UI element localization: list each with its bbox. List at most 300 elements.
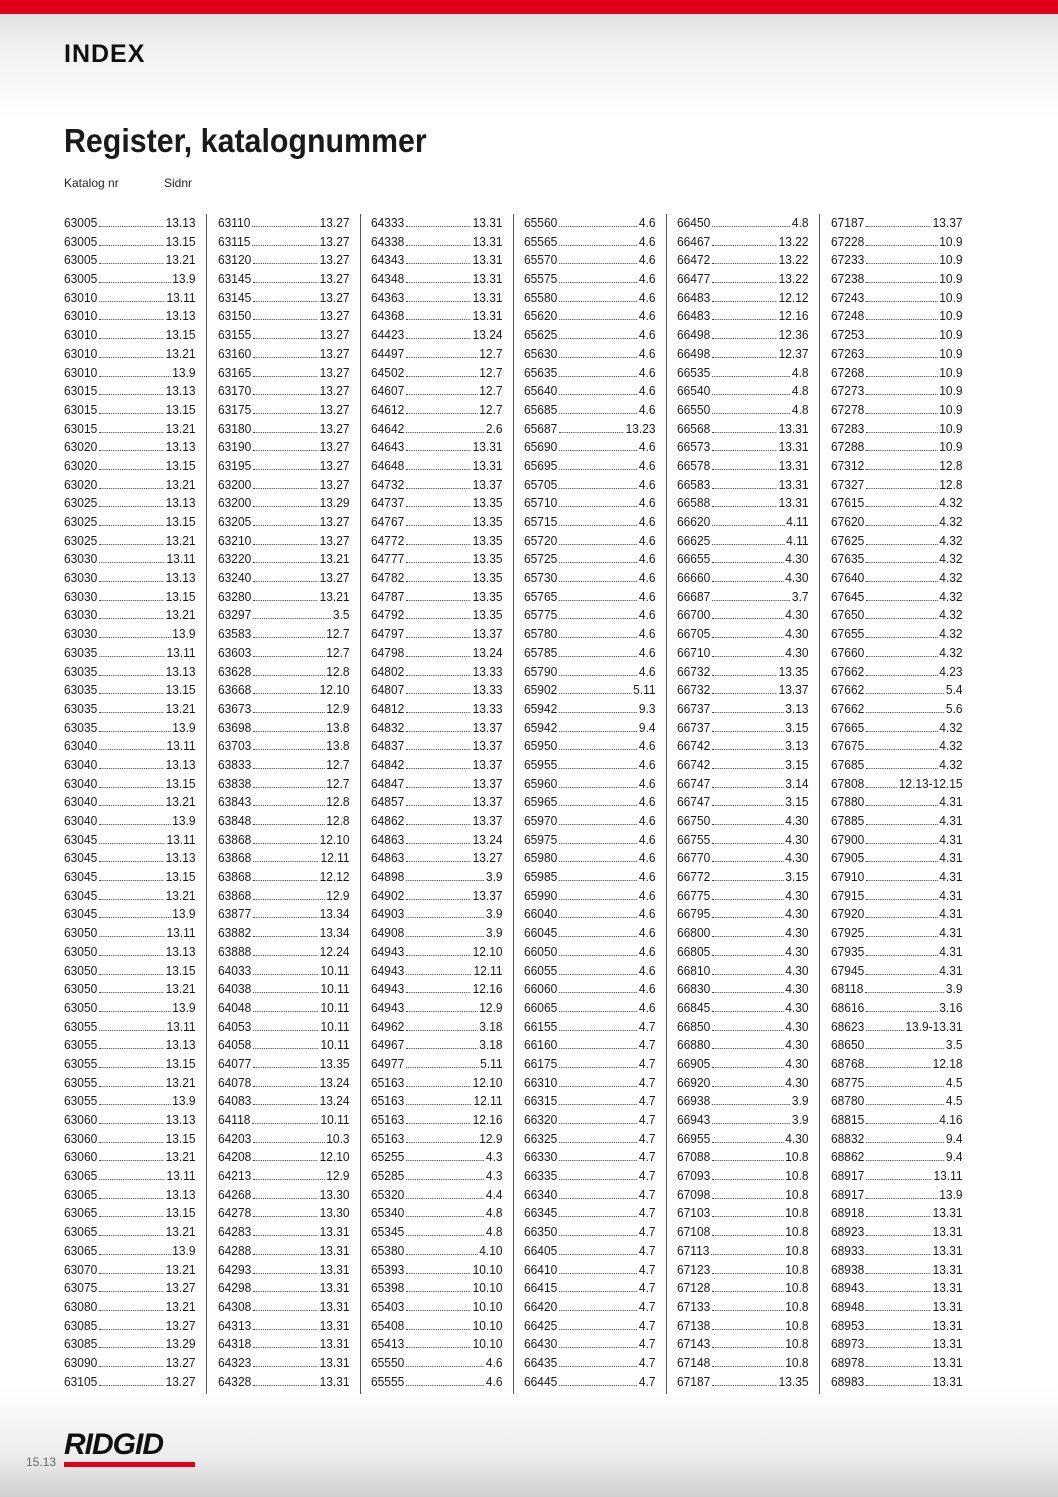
page-reference: 10.9 <box>939 252 963 268</box>
catalog-number: 63010 <box>64 327 98 343</box>
dot-leader <box>406 570 471 582</box>
catalog-number: 67113 <box>677 1242 710 1258</box>
dot-leader <box>712 757 783 769</box>
dot-leader <box>712 1075 783 1087</box>
catalog-number: 65785 <box>524 644 558 660</box>
dot-leader <box>559 1131 637 1143</box>
page-reference: 4.31 <box>939 831 963 847</box>
page-reference: 4.32 <box>939 570 963 586</box>
dot-leader <box>712 869 783 881</box>
page-reference: 10.9 <box>939 364 963 380</box>
catalog-number: 63050 <box>64 925 98 941</box>
dot-leader <box>253 944 318 956</box>
dot-leader <box>406 439 471 451</box>
page-reference: 10.11 <box>320 1112 350 1127</box>
page-reference: 13.29 <box>165 1336 196 1352</box>
catalog-number: 67103 <box>677 1205 711 1221</box>
page-reference: 13.31 <box>319 1354 350 1370</box>
page-reference: 13.37 <box>472 756 503 772</box>
index-entry <box>831 382 963 401</box>
index-entry <box>218 887 350 906</box>
catalog-number: 66578 <box>677 457 711 473</box>
dot-leader <box>406 252 471 264</box>
page-reference: 3.18 <box>479 1037 503 1053</box>
dot-leader <box>866 701 944 713</box>
catalog-number: 64862 <box>371 813 405 828</box>
dot-leader <box>866 645 937 657</box>
dot-leader <box>866 720 937 732</box>
index-entry <box>677 924 809 943</box>
page-reference: 13.21 <box>165 1074 196 1090</box>
catalog-number: 63668 <box>218 682 252 698</box>
dot-leader <box>712 365 790 377</box>
page-reference: 4.6 <box>638 495 656 511</box>
catalog-number: 66405 <box>524 1242 558 1258</box>
index-entry <box>218 756 350 775</box>
dot-leader <box>99 1318 164 1330</box>
catalog-number: 65942 <box>524 700 558 716</box>
dot-leader <box>866 1299 931 1311</box>
page-reference: 13.27 <box>165 1354 196 1370</box>
catalog-number: 64053 <box>218 1018 252 1034</box>
page-reference: 4.30 <box>785 813 809 828</box>
index-entry <box>371 681 503 700</box>
index-entry <box>218 1261 350 1280</box>
page-reference: 13.31 <box>778 439 809 455</box>
catalog-number: 64118 <box>218 1112 251 1127</box>
catalog-number: 63843 <box>218 794 252 810</box>
dot-leader <box>253 869 318 881</box>
dot-leader <box>99 477 164 489</box>
catalog-number: 67093 <box>677 1168 711 1184</box>
index-entry <box>64 1261 196 1280</box>
catalog-number: 64643 <box>371 439 405 455</box>
catalog-number: 63020 <box>64 439 98 455</box>
index-entry <box>524 756 656 775</box>
catalog-number: 66498 <box>677 327 711 343</box>
dot-leader <box>712 570 783 582</box>
page-reference: 13.15 <box>165 682 196 698</box>
page-reference: 13.13 <box>165 663 196 679</box>
dot-leader <box>253 701 324 713</box>
dot-leader <box>866 252 937 264</box>
page-reference: 12.16 <box>778 308 809 324</box>
page-reference: 3.15 <box>785 869 809 885</box>
index-entry <box>64 550 196 569</box>
dot-leader <box>866 346 937 358</box>
dot-leader <box>253 1168 324 1180</box>
catalog-number: 68623 <box>831 1018 865 1034</box>
dot-leader <box>253 1355 318 1367</box>
catalog-number: 66420 <box>524 1298 558 1314</box>
dot-leader <box>559 701 637 713</box>
page-reference: 4.8 <box>791 401 809 417</box>
dot-leader <box>712 1093 790 1105</box>
dot-leader <box>712 738 783 750</box>
page-reference: 13.27 <box>319 383 350 399</box>
dot-leader <box>406 1093 472 1105</box>
page-reference: 3.9 <box>945 981 963 997</box>
catalog-number: 68917 <box>831 1186 865 1202</box>
dot-leader <box>99 1224 164 1236</box>
index-entry <box>524 1130 656 1149</box>
dot-leader <box>866 1075 944 1087</box>
index-entry <box>831 905 963 924</box>
index-entry <box>524 1036 656 1055</box>
page-reference: 13.31 <box>319 1280 350 1296</box>
page-reference: 13.21 <box>165 700 196 716</box>
catalog-number: 66573 <box>677 439 711 455</box>
header-gradient-band <box>0 0 1058 120</box>
page-reference: 4.7 <box>638 1018 656 1034</box>
page-reference: 13.15 <box>165 233 196 249</box>
index-entry <box>218 270 350 289</box>
index-entry <box>677 1036 809 1055</box>
index-entry <box>831 606 963 625</box>
index-entry <box>64 775 196 794</box>
dot-leader <box>866 1093 944 1105</box>
index-entry <box>371 812 503 831</box>
dot-leader <box>99 701 164 713</box>
page-reference: 13.37 <box>472 775 503 791</box>
index-entry <box>831 364 963 383</box>
page-reference: 13.21 <box>165 607 196 623</box>
index-entry <box>677 1223 809 1242</box>
index-entry <box>371 532 503 551</box>
dot-leader <box>406 813 471 825</box>
dot-leader <box>253 589 318 601</box>
dot-leader <box>99 1037 164 1049</box>
catalog-number: 63040 <box>64 738 98 754</box>
page-reference: 4.6 <box>638 607 656 623</box>
catalog-number: 66700 <box>677 607 711 623</box>
page-reference: 13.35 <box>472 588 503 604</box>
page-reference: 13.35 <box>472 607 503 623</box>
index-entry <box>831 980 963 999</box>
dot-leader <box>866 1374 931 1386</box>
logo-underline <box>64 1462 195 1467</box>
index-entry <box>831 868 963 887</box>
dot-leader <box>99 1131 164 1143</box>
catalog-number: 64333 <box>371 215 405 230</box>
dot-leader <box>99 682 164 694</box>
dot-leader <box>712 1037 783 1049</box>
index-entry <box>831 999 963 1018</box>
index-entry <box>371 1242 503 1261</box>
page-reference: 4.6 <box>638 476 656 492</box>
dot-leader <box>99 757 164 769</box>
index-entry <box>218 831 350 850</box>
catalog-number: 65565 <box>524 233 558 249</box>
catalog-number: 66955 <box>677 1130 711 1146</box>
catalog-number: 64048 <box>218 999 252 1015</box>
catalog-number: 64502 <box>371 364 405 380</box>
dot-leader <box>253 1318 318 1330</box>
page-reference: 4.32 <box>939 607 963 623</box>
dot-leader <box>559 645 637 657</box>
page-reference: 10.9 <box>939 439 963 455</box>
catalog-number: 66737 <box>677 719 711 735</box>
index-entry <box>831 289 963 308</box>
dot-leader <box>406 832 471 844</box>
page-reference: 13.27 <box>165 1280 196 1296</box>
index-entry <box>524 1279 656 1298</box>
page-reference: 10.10 <box>472 1261 503 1277</box>
dot-leader <box>252 1112 318 1124</box>
catalog-number: 64798 <box>371 644 405 660</box>
dot-leader <box>253 1374 318 1386</box>
catalog-number: 68978 <box>831 1354 865 1370</box>
page-reference: 13.27 <box>319 401 350 417</box>
page-reference: 13.31 <box>932 1205 963 1221</box>
dot-leader <box>99 327 164 339</box>
dot-leader <box>866 215 931 227</box>
dot-leader <box>253 252 318 264</box>
page-number: 15.13 <box>26 1455 57 1469</box>
dot-leader <box>253 794 324 806</box>
page-reference: 9.4 <box>638 719 656 735</box>
page-reference: 13.11 <box>166 831 196 847</box>
catalog-number: 67288 <box>831 439 865 455</box>
page-reference: 4.7 <box>638 1112 656 1127</box>
page-reference: 13.37 <box>472 738 503 754</box>
index-entry <box>371 1148 503 1167</box>
catalog-number: 65630 <box>524 345 558 361</box>
catalog-number: 67925 <box>831 925 865 941</box>
page-reference: 13.37 <box>472 887 503 903</box>
catalog-number: 66430 <box>524 1336 558 1352</box>
index-entry <box>371 569 503 588</box>
index-entry <box>831 233 963 252</box>
index-entry <box>524 1111 656 1130</box>
catalog-number: 63010 <box>64 364 98 380</box>
page-reference: 13.11 <box>166 1018 196 1034</box>
page-reference: 10.8 <box>785 1336 809 1352</box>
catalog-number: 67238 <box>831 271 865 287</box>
index-entry <box>371 1111 503 1130</box>
page-reference: 5.6 <box>945 700 963 716</box>
catalog-number: 68616 <box>831 999 865 1015</box>
catalog-number: 64033 <box>218 962 252 978</box>
catalog-number: 66568 <box>677 420 711 436</box>
dot-leader <box>253 1187 318 1199</box>
catalog-number: 65393 <box>371 1261 405 1277</box>
index-entry <box>831 569 963 588</box>
dot-leader <box>406 589 471 601</box>
dot-leader <box>559 888 637 900</box>
page-reference: 13.31 <box>932 1224 963 1240</box>
index-entry <box>64 345 196 364</box>
dot-leader <box>712 1000 783 1012</box>
index-entry <box>524 1335 656 1354</box>
dot-leader <box>253 1262 318 1274</box>
index-entry <box>831 270 963 289</box>
dot-leader <box>559 570 637 582</box>
index-entry <box>218 1055 350 1074</box>
page-reference: 4.7 <box>638 1261 656 1277</box>
catalog-number: 63050 <box>64 981 98 997</box>
catalog-number: 63015 <box>64 401 98 417</box>
catalog-number: 63877 <box>218 906 252 922</box>
index-entry <box>64 962 196 981</box>
catalog-number: 64313 <box>218 1317 252 1333</box>
dot-leader <box>712 215 790 227</box>
page-reference: 4.6 <box>638 289 656 305</box>
dot-leader <box>559 981 637 993</box>
catalog-number: 66775 <box>677 887 711 903</box>
dot-leader <box>99 1056 164 1068</box>
page-reference: 4.6 <box>638 831 656 847</box>
dot-leader <box>252 215 318 227</box>
dot-leader <box>866 794 937 806</box>
dot-leader <box>99 813 170 825</box>
dot-leader <box>99 626 170 638</box>
index-entry <box>831 1111 963 1130</box>
catalog-number: 65163 <box>371 1074 405 1090</box>
index-entry <box>64 644 196 663</box>
index-entry <box>831 307 963 326</box>
catalog-number: 64737 <box>371 495 405 511</box>
dot-leader <box>99 234 164 246</box>
catalog-number: 64977 <box>371 1055 405 1071</box>
index-entry <box>64 494 196 513</box>
page-reference: 4.5 <box>945 1093 963 1109</box>
page-reference: 13.31 <box>472 252 503 268</box>
dot-leader <box>866 1149 944 1161</box>
page-reference: 13.24 <box>319 1074 350 1090</box>
catalog-number: 65990 <box>524 887 558 903</box>
index-entry <box>831 532 963 551</box>
page-reference: 13.21 <box>165 345 196 361</box>
page-reference: 13.27 <box>319 457 350 473</box>
catalog-number: 66655 <box>677 551 711 567</box>
page-reference: 13.31 <box>472 457 503 473</box>
dot-leader <box>253 1131 324 1143</box>
page-reference: 4.7 <box>638 1317 656 1333</box>
catalog-number: 67910 <box>831 869 865 885</box>
page-reference: 13.35 <box>472 514 503 529</box>
index-entry <box>371 887 503 906</box>
dot-leader <box>712 701 783 713</box>
catalog-number: 68780 <box>831 1093 865 1109</box>
page-reference: 13.27 <box>319 252 350 268</box>
index-entry <box>831 681 963 700</box>
catalog-number: 67273 <box>831 383 865 399</box>
index-entry <box>677 943 809 962</box>
index-entry <box>831 644 963 663</box>
catalog-number: 66335 <box>524 1168 558 1184</box>
index-column-3 <box>371 214 503 1391</box>
catalog-number: 65408 <box>371 1317 405 1333</box>
page-reference: 12.7 <box>326 626 350 642</box>
catalog-number: 66315 <box>524 1093 558 1109</box>
catalog-number: 67615 <box>831 495 865 511</box>
page-reference: 13.31 <box>778 420 809 436</box>
catalog-number: 63060 <box>64 1130 98 1146</box>
page-reference: 4.3 <box>485 1168 503 1184</box>
catalog-number: 66845 <box>677 999 711 1015</box>
catalog-number: 64962 <box>371 1018 405 1034</box>
catalog-number: 64338 <box>371 233 405 249</box>
index-entry <box>677 980 809 999</box>
dot-leader <box>253 1075 318 1087</box>
catalog-number: 63030 <box>64 588 98 604</box>
index-entry <box>677 775 809 794</box>
dot-leader <box>712 645 783 657</box>
page-reference: 13.31 <box>932 1242 963 1258</box>
dot-leader <box>99 1168 165 1180</box>
catalog-number: 65550 <box>371 1354 405 1370</box>
page-reference: 13.11 <box>166 289 196 305</box>
index-entry <box>677 719 809 738</box>
index-entry <box>218 606 350 625</box>
dot-leader <box>99 271 170 283</box>
index-entry <box>524 700 656 719</box>
page-reference: 13.33 <box>472 663 503 679</box>
page-reference: 9.4 <box>945 1149 963 1165</box>
dot-leader <box>99 1075 164 1087</box>
dot-leader <box>712 664 777 676</box>
dot-leader <box>406 1019 477 1031</box>
index-entry <box>677 1148 809 1167</box>
page-reference: 13.15 <box>165 327 196 343</box>
page-reference: 13.37 <box>932 215 963 230</box>
dot-leader <box>712 1318 783 1330</box>
page-reference: 12.9 <box>326 1168 350 1184</box>
page-reference: 13.35 <box>472 495 503 511</box>
index-entry <box>64 420 196 439</box>
index-entry <box>371 1092 503 1111</box>
index-entry <box>677 905 809 924</box>
dot-leader <box>866 234 937 246</box>
index-entry <box>524 1354 656 1373</box>
index-entry <box>218 1186 350 1205</box>
catalog-number: 64782 <box>371 570 405 586</box>
catalog-number: 64943 <box>371 962 405 978</box>
index-entry <box>371 345 503 364</box>
dot-leader <box>559 271 637 283</box>
index-entry <box>677 1111 809 1130</box>
catalog-number: 67662 <box>831 663 865 679</box>
index-entry <box>371 1186 503 1205</box>
page-reference: 13.21 <box>165 794 196 810</box>
index-entry <box>371 289 503 308</box>
page-reference: 4.32 <box>939 588 963 604</box>
index-entry <box>677 663 809 682</box>
catalog-number: 64732 <box>371 476 405 492</box>
catalog-number: 63025 <box>64 514 98 529</box>
page-reference: 13.21 <box>165 1149 196 1165</box>
dot-leader <box>712 813 783 825</box>
index-entry <box>218 905 350 924</box>
dot-leader <box>406 1112 471 1124</box>
catalog-number: 65345 <box>371 1224 405 1240</box>
page-reference: 13.35 <box>778 1373 809 1389</box>
catalog-number: 67123 <box>677 1261 711 1277</box>
dot-leader <box>866 888 937 900</box>
dot-leader <box>712 252 777 264</box>
dot-leader <box>406 365 477 377</box>
page-reference: 12.7 <box>326 756 350 772</box>
index-entry <box>218 681 350 700</box>
dot-leader <box>99 308 164 320</box>
index-entry <box>524 887 656 906</box>
page-reference: 13.31 <box>472 439 503 455</box>
dot-leader <box>99 869 164 881</box>
catalog-number: 65690 <box>524 439 558 455</box>
dot-leader <box>406 215 471 227</box>
index-entry <box>218 569 350 588</box>
